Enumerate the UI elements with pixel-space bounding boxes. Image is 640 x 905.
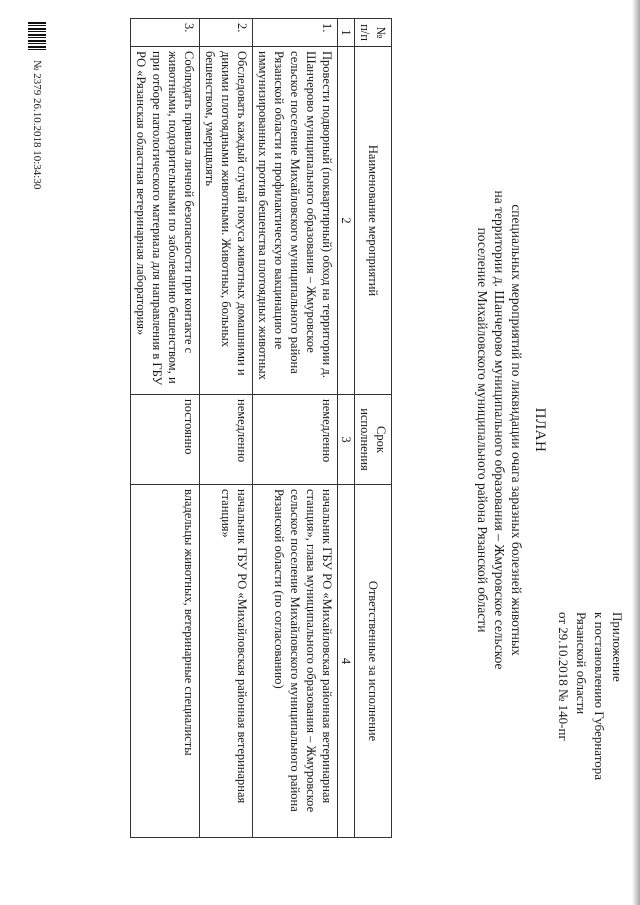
table-row bbox=[200, 19, 253, 838]
document-heading bbox=[474, 130, 548, 730]
row-term: постоянно bbox=[131, 395, 200, 485]
column-number: 4 bbox=[338, 485, 355, 838]
column-number-row bbox=[338, 19, 355, 838]
header-number: № п/п bbox=[355, 19, 392, 47]
row-action: Соблюдать правила личной безопасности при контакте с животными, подозрительными по заболеванию бешенством, и при отборе патологического материала для направления в ГБУ РО «Рязанская областная ветеринарная лаборатория» bbox=[131, 47, 200, 395]
row-term: немедленно bbox=[253, 395, 338, 485]
header-responsible: Ответственные за исполнение bbox=[355, 485, 392, 838]
appendix-line: Приложение bbox=[610, 612, 625, 682]
appendix-line: от 29.10.2018 № 140-пг bbox=[556, 612, 571, 741]
barcode-icon bbox=[28, 22, 46, 52]
row-number: 3. bbox=[131, 19, 200, 47]
scan-artifact bbox=[632, 0, 640, 905]
table-header-row bbox=[355, 19, 392, 838]
row-responsible: владельцы животных, ветеринарные специалисты bbox=[131, 485, 200, 838]
plan-table bbox=[130, 18, 392, 838]
heading-line: поселение Михайловского муниципального района Рязанской области bbox=[475, 227, 490, 633]
appendix-block bbox=[554, 612, 626, 892]
table-row bbox=[253, 19, 338, 838]
appendix-line: Рязанской области bbox=[574, 612, 589, 715]
column-number: 1 bbox=[338, 19, 355, 47]
row-action: Провести подворный (поквартирный) обход на территории д. Шанчерово муниципального образования – Жмуровское сельское поселение Михайловского муниципального района Рязанской области и профилактическую вакцинацию не иммунизированных против бешенства плотоядных животных bbox=[253, 47, 338, 395]
header-action: Наименование мероприятий bbox=[355, 47, 392, 395]
appendix-line: к постановлению Губернатора bbox=[592, 612, 607, 781]
header-term: Срок исполнения bbox=[355, 395, 392, 485]
row-action: Обследовать каждый случай покуса животных домашними и дикими плотоядными животными. Животных, больных бешенством, умерщвлять bbox=[200, 47, 253, 395]
row-term: немедленно bbox=[200, 395, 253, 485]
registration-stamp bbox=[26, 22, 48, 189]
heading-line: на территории д. Шанчерово муниципального образования – Жмуровское сельское bbox=[492, 190, 507, 670]
heading-line: специальных мероприятий по ликвидации очага заразных болезней животных bbox=[509, 204, 524, 656]
column-number: 2 bbox=[338, 47, 355, 395]
row-number: 1. bbox=[253, 19, 338, 47]
document-title: ПЛАН bbox=[532, 407, 548, 453]
stamp-text: № 2379 26.10.2018 10:34:30 bbox=[31, 60, 43, 190]
row-responsible: начальник ГБУ РО «Михайловская районная ветеринарная станция», глава муниципального образования – Жмуровское сельское поселение Михайловского муниципального района Рязанской области (по согласованию) bbox=[253, 485, 338, 838]
column-number: 3 bbox=[338, 395, 355, 485]
row-number: 2. bbox=[200, 19, 253, 47]
row-responsible: начальник ГБУ РО «Михайловская районная ветеринарная станция» bbox=[200, 485, 253, 838]
table-row bbox=[131, 19, 200, 838]
